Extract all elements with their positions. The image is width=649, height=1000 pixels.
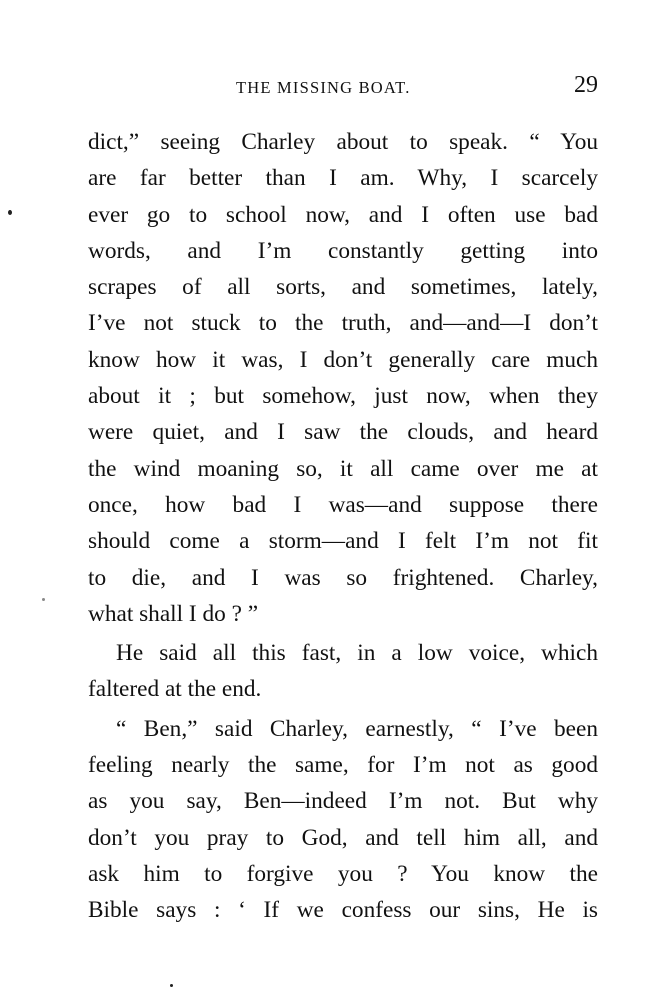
text-line: to die, and I was so frightened. Charley, (88, 564, 598, 591)
text-line: He said all this fast, in a low voice, which (116, 640, 598, 667)
text-line: I’ve not stuck to the truth, and—and—I don’t (88, 310, 598, 337)
running-head (88, 72, 598, 104)
text-line: once, how bad I was—and suppose there (88, 491, 598, 518)
text-line: feeling nearly the same, for I’m not as good (88, 752, 598, 779)
text-line: “ Ben,” said Charley, earnestly, “ I’ve been (116, 715, 598, 742)
scan-speck (8, 210, 12, 215)
page-number: 29 (574, 72, 598, 98)
text-line: words, and I’m constantly getting into (88, 237, 598, 264)
text-line: were quiet, and I saw the clouds, and heard (88, 419, 598, 446)
text-line: are far better than I am. Why, I scarcely (88, 165, 598, 192)
scan-speck (42, 598, 45, 601)
paragraph (88, 711, 598, 929)
text-line: ever go to school now, and I often use bad (88, 201, 598, 228)
text-line: the wind moaning so, it all came over me at (88, 455, 598, 482)
text-line: don’t you pray to God, and tell him all, and (88, 824, 598, 851)
text-line: should come a storm—and I felt I’m not fit (88, 528, 598, 555)
text-line: dict,” seeing Charley about to speak. “ You (88, 129, 598, 155)
text-line: what shall I do ? ” (88, 600, 259, 627)
text-line: know how it was, I don’t generally care much (88, 346, 598, 373)
text-line: faltered at the end. (88, 676, 262, 703)
body-text (88, 124, 598, 929)
text-line: Bible says : ‘ If we confess our sins, He is (88, 897, 598, 924)
text-line: about it ; but somehow, just now, when they (88, 383, 598, 410)
paragraph (88, 124, 598, 632)
text-line: ask him to forgive you ? You know the (88, 860, 598, 887)
text-line: as you say, Ben—indeed I’m not. But why (88, 788, 598, 815)
paragraph (88, 635, 598, 708)
running-title: THE MISSING BOAT. (236, 78, 411, 97)
text-line: scrapes of all sorts, and sometimes, lately, (88, 274, 598, 301)
scan-speck (170, 984, 173, 987)
